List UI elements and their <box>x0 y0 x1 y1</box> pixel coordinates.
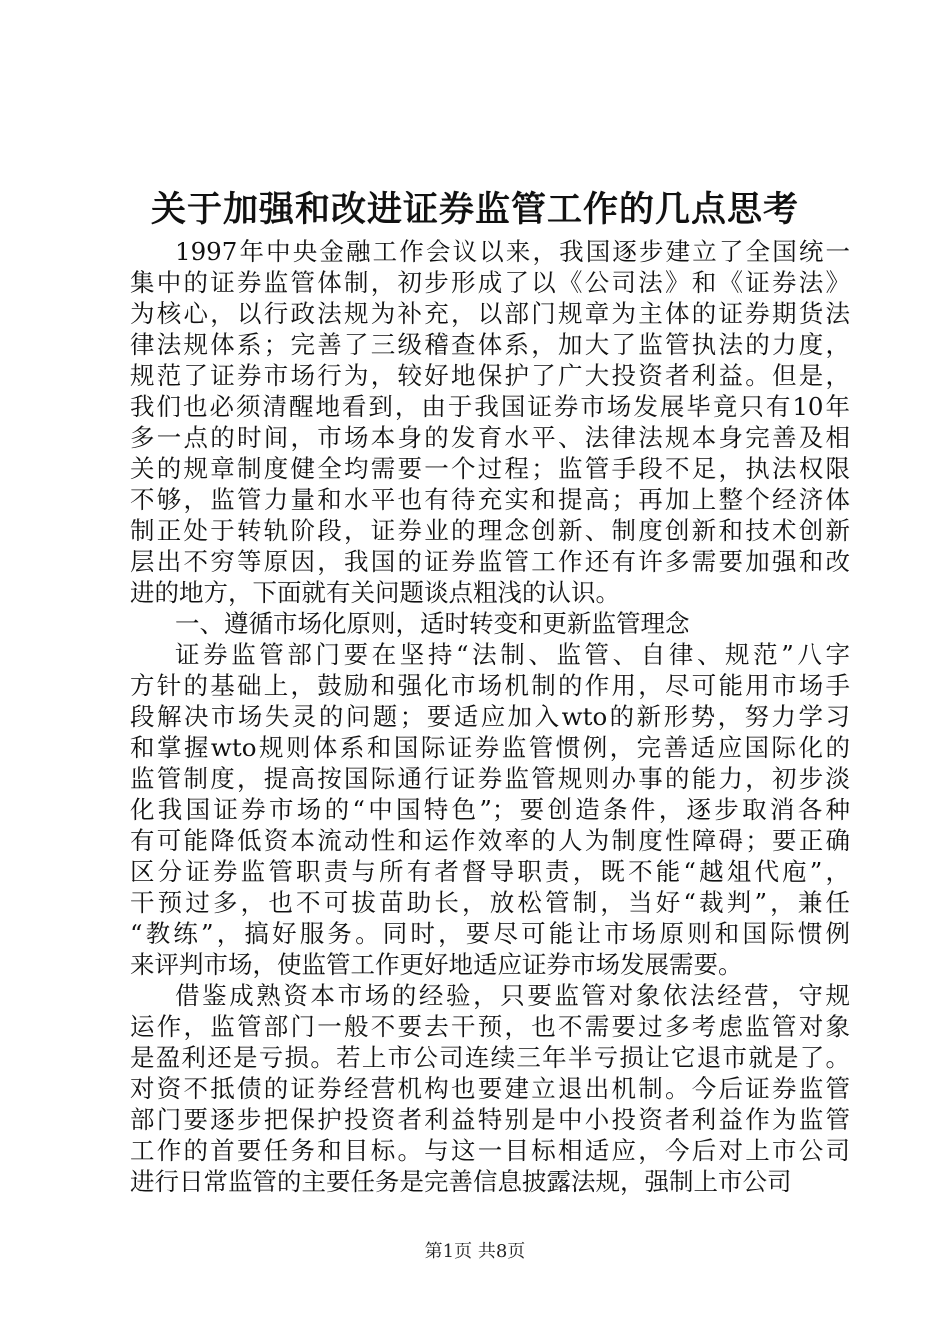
text-line: “教练”，搞好服务。同时，要尽可能让市场原则和国际惯例 <box>130 919 850 948</box>
text-line: 关的规章制度健全均需要一个过程；监管手段不足，执法权限 <box>130 454 850 483</box>
paragraph <box>130 608 850 639</box>
text-line: 有可能降低资本流动性和运作效率的人为制度性障碍；要正确 <box>130 826 850 855</box>
text-line: 证券监管部门要在坚持“法制、监管、自律、规范”八字 <box>175 640 850 669</box>
text-line: 层出不穷等原因，我国的证券监管工作还有许多需要加强和改 <box>130 547 850 576</box>
text-line: 多一点的时间，市场本身的发育水平、法律法规本身完善及相 <box>130 423 850 452</box>
text-line: 1997年中央金融工作会议以来，我国逐步建立了全国统一 <box>175 237 850 266</box>
paragraph <box>130 236 850 608</box>
text-line: 进行日常监管的主要任务是完善信息披露法规，强制上市公司 <box>130 1167 792 1196</box>
text-line: 制正处于转轨阶段，证券业的理念创新、制度创新和技术创新 <box>130 516 850 545</box>
document-body <box>130 236 850 1197</box>
text-line: 部门要逐步把保护投资者利益特别是中小投资者利益作为监管 <box>130 1105 850 1134</box>
text-line: 规范了证券市场行为，较好地保护了广大投资者利益。但是， <box>130 361 850 390</box>
text-line: 化我国证券市场的“中国特色”；要创造条件，逐步取消各种 <box>130 795 850 824</box>
text-line: 集中的证券监管体制，初步形成了以《公司法》和《证券法》 <box>130 268 850 297</box>
text-line: 借鉴成熟资本市场的经验，只要监管对象依法经营，守规 <box>175 981 850 1010</box>
text-line: 方针的基础上，鼓励和强化市场机制的作用，尽可能用市场手 <box>130 671 850 700</box>
paragraph <box>130 639 850 980</box>
text-line: 干预过多，也不可拔苗助长，放松管制，当好“裁判”，兼任 <box>130 888 850 917</box>
text-line: 进的地方，下面就有关问题谈点粗浅的认识。 <box>130 578 620 607</box>
document-title: 关于加强和改进证券监管工作的几点思考 <box>150 189 799 230</box>
text-line: 不够，监管力量和水平也有待充实和提高；再加上整个经济体 <box>130 485 850 514</box>
text-line: 区分证券监管职责与所有者督导职责，既不能“越俎代庖”， <box>130 857 850 886</box>
page-footer: 第1页 共8页 <box>424 1241 526 1262</box>
text-line: 段解决市场失灵的问题；要适应加入wto的新形势，努力学习 <box>130 702 850 731</box>
paragraph <box>130 980 850 1197</box>
text-line: 工作的首要任务和目标。与这一目标相适应，今后对上市公司 <box>130 1136 850 1165</box>
text-line: 一、遵循市场化原则，适时转变和更新监管理念 <box>175 609 690 638</box>
text-line: 律法规体系；完善了三级稽查体系，加大了监管执法的力度， <box>130 330 850 359</box>
text-line: 对资不抵债的证券经营机构也要建立退出机制。今后证券监管 <box>130 1074 850 1103</box>
text-line: 来评判市场，使监管工作更好地适应证券市场发展需要。 <box>130 950 743 979</box>
text-line: 我们也必须清醒地看到，由于我国证券市场发展毕竟只有10年 <box>130 392 850 421</box>
text-line: 运作，监管部门一般不要去干预，也不需要过多考虑监管对象 <box>130 1012 850 1041</box>
text-line: 监管制度，提高按国际通行证券监管规则办事的能力，初步淡 <box>130 764 850 793</box>
text-line: 为核心，以行政法规为补充，以部门规章为主体的证券期货法 <box>130 299 850 328</box>
text-line: 和掌握wto规则体系和国际证券监管惯例，完善适应国际化的 <box>130 733 850 762</box>
text-line: 是盈利还是亏损。若上市公司连续三年半亏损让它退市就是了。 <box>130 1043 850 1072</box>
